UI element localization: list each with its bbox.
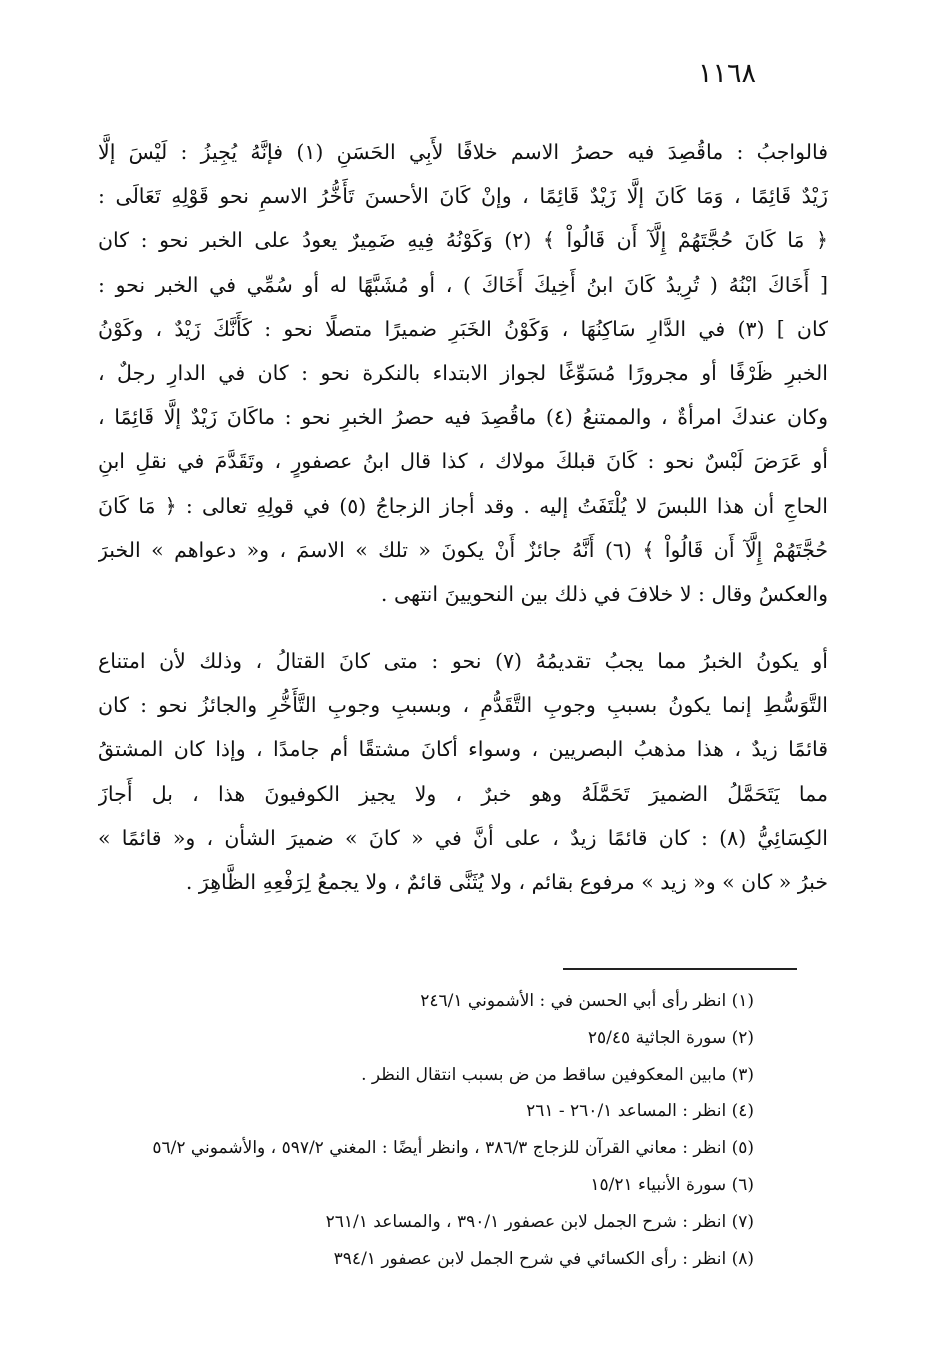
text-line: والعكسُ وقال : لا خلافَ في ذلك بين النحويينَ انتهى . [380,581,828,606]
text-line: وكان عندكَ امرأةٌ ، والممتنعُ (٤) ماقُصِدَ فيه حصرُ الخبرِ نحو : ماكَانَ زَيْدٌ إلَّا قَائِمًا ، [98,405,828,430]
main-text [98,130,828,904]
text-line: حُجَّتَهُمْ إِلَّآ أَن قَالُواْ ﴾ (٦) أَنَّهُ جائزٌ أَنْ يكونَ « تلك » الاسمَ ، و« دعواهم » الخبرَ [98,537,828,562]
text-line: الحاجِ أن هذا اللبسَ لا يُلْتَفَتُ إليه . وقد أجاز الزجاجُ (٥) في قولِهِ تعالى : ﴿ مَا كَانَ [98,493,828,518]
text-line: مما يَتَحَمَّلُ الضميرَ تَحَمَّلَهُ وهو خبرٌ ، ولا يجيز الكوفيونَ هذا ، بل أَجازَ [98,781,828,806]
text-line: قائمًا زيدٌ ، هذا مذهبُ البصريين ، وسواء أكانَ مشتقًا أم جامدًا ، وإذا كان المشتقُ [98,737,828,762]
paragraph-1 [98,130,828,616]
paragraph-2 [98,639,828,904]
page-number: ١١٦٨ [698,58,757,89]
text-line: أو يكونُ الخبرُ مما يجبُ تقديمُهُ (٧) نحو : متى كانَ القتالُ ، وذلك لأن امتناع [98,649,828,674]
footnote-6: (٦) سورة الأنبياء ١٥/٢١ [590,1174,754,1195]
footnote-divider [563,968,797,970]
text-line: الخبرِ ظَرْفًا أو مجرورًا مُسَوِّغًا لجواز الابتداء بالنكرة نحو : كان في الدارِ رجلٌ ، [98,360,828,385]
footnotes [98,983,754,1277]
text-line: ﴿ مَا كَانَ حُجَّتَهُمْ إِلَّآ أَن قَالُواْ ﴾ (٢) وَكَوْنُهُ فِيهِ ضَمِيرٌ يعودُ على الخبر نحو : كان [98,228,828,253]
footnote-3: (٣) مابين المعكوفين ساقط من ض بسبب انتقال النظر . [361,1064,754,1085]
footnote-4: (٤) انظر : المساعد ٢٦٠/١ - ٢٦١ [526,1101,754,1122]
footnote-1: (١) انظر رأى أبي الحسن في : الأشموني ٢٤٦/١ [420,991,754,1011]
footnote-5: (٥) انظر : معاني القرآن للزجاج ٣٨٦/٣ ، وانظر أيضًا : المغني ٥٩٧/٢ ، والأشموني ٥٦/٢ [152,1138,754,1159]
text-line: الكِسَائِيُّ (٨) : كان قائمًا زيدٌ ، على أنَّ في « كانَ » ضميرَ الشأن ، و« قائمًا » [98,825,828,850]
text-line: [ أَخَاكَ ابْنُهُ ( تُرِيدُ كَانَ ابنُ أَخِيكَ أَخَاكَ ) ، أو مُشَبَّهًا له أو سُمِّي في الخبر نحو : [98,272,828,297]
text-line: كان ] (٣) في الدَّارِ سَاكِنُهَا ، وَكَوْنُ الخَبَرِ ضميرًا متصلًا نحو : كَأَنَّكَ زَيْدٌ ، وكَوْنُ [98,316,828,341]
footnote-7: (٧) انظر : شرح الجمل لابن عصفور ٣٩٠/١ ، والمساعد ٢٦١/١ [325,1211,754,1232]
text-line: خبرُ « كان » و« زيد » مرفوع بقائم ، ولا يُثَنَّى قائمٌ ، ولا يجمعُ لِرَفْعِهِ الظَّاهِرَ . [185,870,828,894]
text-line: زَيْدٌ قَائِمًا ، وَمَا كَانَ إلَّا زَيْدٌ قَائِمًا ، وإنْ كَانَ الأحسنَ تَأَخُّرُ الاسمِ نحو قَوْلِهِ تَعَالَى : [98,184,828,209]
footnote-2: (٢) سورة الجاثية ٢٥/٤٥ [587,1027,754,1048]
footnote-8: (٨) انظر : رأى الكسائي في شرح الجمل لابن عصفور ٣٩٤/١ [333,1248,754,1269]
text-line: التَّوَسُّطِ إنما يكونُ بسببِ وجوبِ التَّقَدُّمِ ، وبسببِ وجوبِ التَّأَخُّرِ والجائزُ نحو : كان [98,693,828,718]
text-line: أو عَرَضَ لَبْسٌ نحو : كَانَ قبلكَ مولاك ، كذا قال ابنُ عصفورٍ ، وتَقَدَّمَ في نقلِ ابنِ [98,449,828,474]
paragraph-gap [98,616,828,639]
text-line: فالواجبُ : ماقُصِدَ فيه حصرُ الاسم خلافًا لأَبِي الحَسَنِ (١) فإنَّهُ يُجِيزُ : لَيْسَ إلَّا [98,140,828,164]
